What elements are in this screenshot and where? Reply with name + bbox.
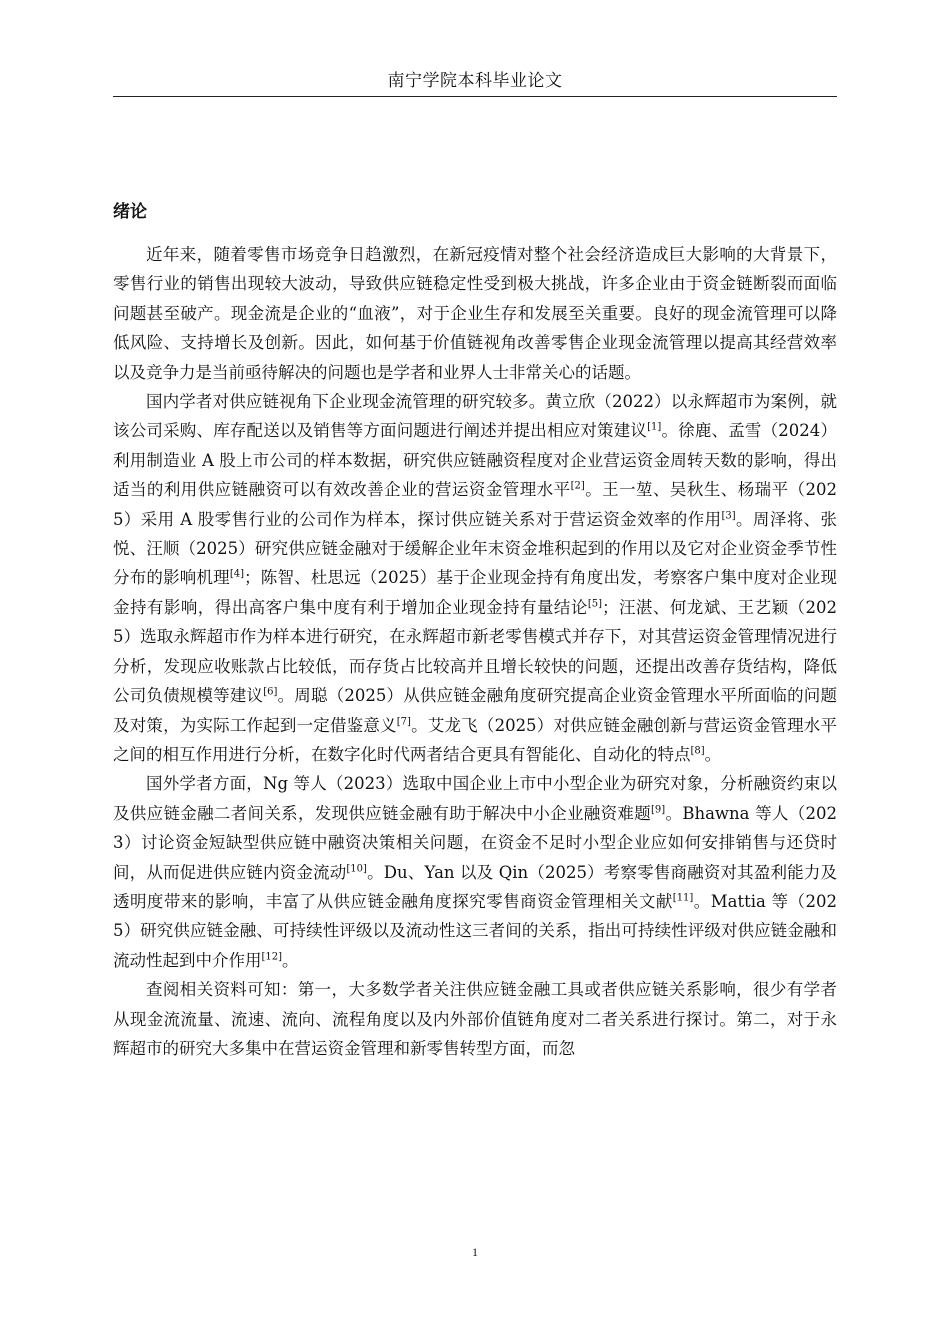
citation-marker: [5]	[587, 598, 603, 610]
citation-marker: [3]	[721, 510, 736, 522]
paragraph-text: 国外学者方面，Ng 等人（2023）选取中国企业上市中小型企业为研究对象，分析融资约束以及供应链金融二者间关系，发现供应链金融有助于解决中小企业融资难题	[113, 774, 837, 823]
citation-marker: [8]	[690, 745, 705, 757]
citation-marker: [10]	[346, 863, 367, 875]
citation-marker: [1]	[647, 421, 662, 433]
citation-marker: [7]	[396, 716, 411, 727]
paragraph	[113, 769, 837, 975]
citation-marker: [12]	[261, 951, 283, 963]
paragraph	[113, 975, 837, 1063]
citation-marker: [6]	[263, 686, 278, 698]
paragraph-text: ；陈智、杜思远（2025）基于企业现金持有角度出发，考察客户集中度对企业现金持有影响，得出高客户集中度有利于增加企业现金持有量结论	[113, 568, 837, 617]
paragraph-text: 。周聪（2025）从供应链金融角度研究提高企业资金管理水平所面临的问题及对策，为实际工作起到一定借鉴意义	[113, 686, 837, 735]
paragraph-text: 。徐鹿、孟雪（2024）利用制造业 A 股上市公司的样本数据，研究供应链融资程度对企业营运资金周转天数的影响，得出适当的利用供应链融资可以有效改善企业的营运资金管理水平	[113, 421, 837, 500]
page-number: 1	[472, 1245, 478, 1259]
header-rule	[113, 96, 837, 97]
citation-marker: [9]	[651, 804, 666, 816]
paragraph-text: ；汪湛、何龙斌、王艺颖（2025）选取永辉超市作为样本进行研究，在永辉超市新老零售模式并存下，对其营运资金管理情况进行分析，发现应收账款占比较低，而存货占比较高并且增长较快的问题，还提出改善存货结构，降低公司负债规模等建议	[113, 597, 838, 706]
paragraph-text: 近年来，随着零售市场竞争日趋激烈，在新冠疫情对整个社会经济造成巨大影响的大背景下，零售行业的销售出现较大波动，导致供应链稳定性受到极大挑战，许多企业由于资金链断裂而面临问题甚至破产。现金流是企业的“血液”，对于企业生存和发展至关重要。良好的现金流管理可以降低风险、支持增长及创新。因此，如何基于价值链视角改善零售企业现金流管理以提高其经营效率以及竞争力是当前亟待解决的问题也是学者和业界人士非常关心的话题。	[113, 245, 837, 382]
paragraph	[113, 387, 837, 769]
paragraph-text: 。	[704, 744, 722, 764]
paragraph-text: 查阅相关资料可知：第一，大多数学者关注供应链金融工具或者供应链关系影响，很少有学者从现金流流量、流速、流向、流程角度以及内外部价值链角度对二者关系进行探讨。第二，对于永辉超市的研究大多集中在营运资金管理和新零售转型方面，而忽	[113, 980, 837, 1058]
citation-marker: [4]	[229, 568, 245, 580]
paragraph-text: 。Mattia 等（2025）研究供应链金融、可持续性评级以及流动性这三者间的关系，指出可持续性评级对供应链金融和流动性起到中介作用	[113, 891, 837, 970]
paragraph-text: 。王一堃、吴秋生、杨瑞平（2025）采用 A 股零售行业的公司作为样本，探讨供应链关系对于营运资金效率的作用	[113, 480, 838, 529]
paragraph-text: 。艾龙飞（2025）对供应链金融创新与营运资金管理水平之间的相互作用进行分析，在数字化时代两者结合更具有智能化、自动化的特点	[113, 715, 837, 764]
citation-marker: [11]	[672, 892, 694, 904]
section-heading: 绪论	[113, 202, 147, 222]
body-text	[113, 240, 837, 1063]
paragraph-text: 。Du、Yan 以及 Qin（2025）考察零售商融资对其盈利能力及透明度带来的影响，丰富了从供应链金融角度探究零售商资金管理相关文献	[113, 862, 838, 911]
running-header: 南宁学院本科毕业论文	[387, 71, 563, 91]
paragraph-text: 。	[282, 950, 299, 970]
citation-marker: [2]	[570, 480, 585, 492]
paragraph	[113, 240, 837, 387]
paragraph-text: 国内学者对供应链视角下企业现金流管理的研究较多。黄立欣（2022）以永辉超市为案例，就该公司采购、库存配送以及销售等方面问题进行阐述并提出相应对策建议	[113, 392, 837, 441]
paragraph-text: 。Bhawna 等人（2023）讨论资金短缺型供应链中融资决策相关问题，在资金不足时小型企业应如何安排销售与还贷时间，从而促进供应链内资金流动	[113, 803, 837, 882]
paragraph-text: 。周泽将、张悦、汪顺（2025）研究供应链金融对于缓解企业年末资金堆积起到的作用以及它对企业资金季节性分布的影响机理	[113, 509, 838, 588]
